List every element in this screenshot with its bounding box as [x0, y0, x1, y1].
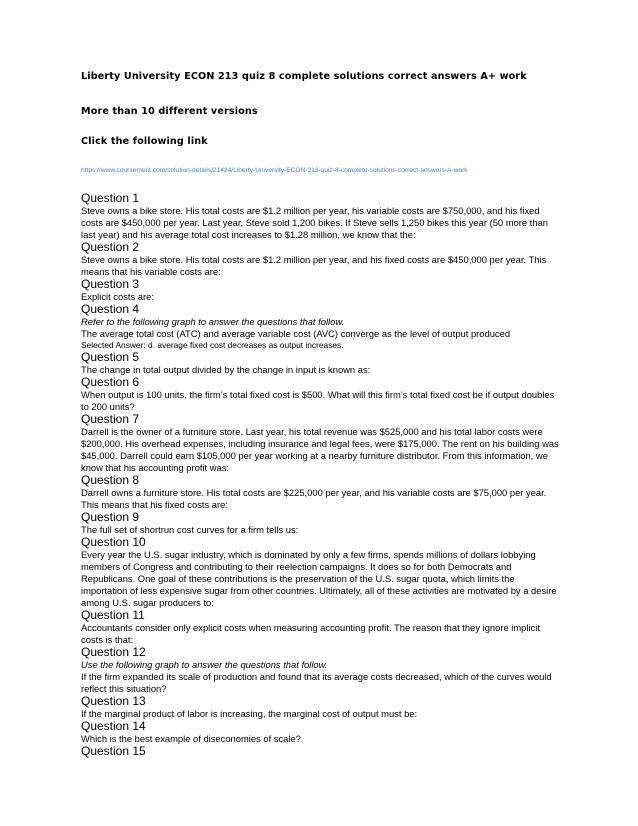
question-text: Darrell owns a furniture store. His total costs are $225,000 per year, and his variable costs are $75,000 per year. This means that his fixed costs are:	[81, 487, 547, 510]
question-heading: Question 11	[81, 608, 145, 622]
question-heading: Question 1	[81, 191, 140, 205]
question-heading: Question 4	[81, 302, 140, 316]
question-text: The average total cost (ATC) and average variable cost (AVC) converge as the level of output produced	[81, 328, 511, 339]
versions-note: More than 10 different versions	[81, 106, 258, 117]
question-text: The change in total output divided by the change in input is known as:	[81, 364, 371, 375]
question-block	[81, 609, 561, 646]
question-heading: Question 12	[81, 645, 146, 659]
document-title: Liberty University ECON 213 quiz 8 complete solutions correct answers A+ work	[81, 71, 527, 82]
question-heading: Question 2	[81, 240, 140, 254]
question-text: Which is the best example of diseconomies of scale?	[81, 733, 301, 744]
question-text: Selected Answer: d. average fixed cost decreases as output increases.	[81, 340, 344, 350]
question-heading: Question 3	[81, 277, 140, 291]
question-block	[81, 511, 561, 536]
question-block	[81, 646, 561, 695]
question-text: Accountants consider only explicit costs when measuring accounting profit. The reason that they ignore implicit costs is that:	[81, 622, 540, 645]
question-block	[81, 376, 561, 413]
question-block	[81, 303, 561, 351]
question-block	[81, 351, 561, 376]
question-text: Explicit costs are:	[81, 291, 154, 302]
question-block	[81, 474, 561, 511]
question-block	[81, 745, 561, 758]
question-block	[81, 278, 561, 303]
question-text: Refer to the following graph to answer the questions that follow.	[81, 316, 345, 327]
question-block	[81, 413, 561, 474]
question-text: Steve owns a bike store. His total costs are $1.2 million per year, his variable costs are $750,000, and his fixed costs are $450,000 per year. Last year, Steve sold 1,200 bikes. If Steve sells 1,250 bikes this year (50 more than last year) and his average total cost increases to $1.28 million, we know that the:	[81, 205, 548, 240]
question-heading: Question 10	[81, 535, 146, 549]
question-text: Use the following graph to answer the questions that follow.	[81, 659, 328, 670]
question-heading: Question 14	[81, 719, 146, 733]
question-block	[81, 720, 561, 745]
question-block	[81, 695, 561, 720]
question-text: If the marginal product of labor is increasing, the marginal cost of output must be:	[81, 708, 418, 719]
question-text: If the firm expanded its scale of production and found that its average costs decreased, which of the curves would reflect this situation?	[81, 671, 552, 694]
question-list	[81, 192, 561, 758]
question-heading: Question 13	[81, 694, 146, 708]
solution-link[interactable]: https://www.coursemerit.com/solution-details/21424/Liberty-University-ECON-213-quiz-8-complete-solutions-correct-answers-A-work	[81, 167, 468, 174]
question-heading: Question 5	[81, 350, 140, 364]
question-text: Every year the U.S. sugar industry, which is dominated by only a few firms, spends millions of dollars lobbying members of Congress and contributing to their reelection campaigns. It does so for both Democrats and Republicans. One goal of these contributions is the preservation of the U.S. sugar quota, which limits the importation of less expensive sugar from other countries. Ultimately, all of these activities are motivated by a desire among U.S. sugar producers to:	[81, 549, 557, 608]
question-heading: Question 8	[81, 473, 140, 487]
question-block	[81, 536, 561, 609]
question-heading: Question 6	[81, 375, 140, 389]
question-heading: Question 15	[81, 744, 146, 758]
question-block	[81, 192, 561, 241]
question-text: Steve owns a bike store. His total costs are $1.2 million per year, and his fixed costs are $450,000 per year. This means that his variable costs are:	[81, 254, 547, 277]
click-instruction: Click the following link	[81, 136, 208, 147]
question-text: When output is 100 units, the firm’s total fixed cost is $500. What will this firm’s total fixed cost be if output doubles to 200 units?	[81, 389, 555, 412]
question-heading: Question 7	[81, 412, 140, 426]
question-text: The full set of shortrun cost curves for a firm tells us:	[81, 524, 299, 535]
question-text: Darrell is the owner of a furniture store. Last year, his total revenue was $525,000 and his total labor costs were $200,000. His overhead expenses, including insurance and legal fees, were $175,000. The rent on his building was $45,000. Darrell could earn $105,000 per year working at a nearby furniture distributor. From this information, we know that his accounting profit was:	[81, 426, 559, 473]
question-block	[81, 241, 561, 278]
question-heading: Question 9	[81, 510, 140, 524]
